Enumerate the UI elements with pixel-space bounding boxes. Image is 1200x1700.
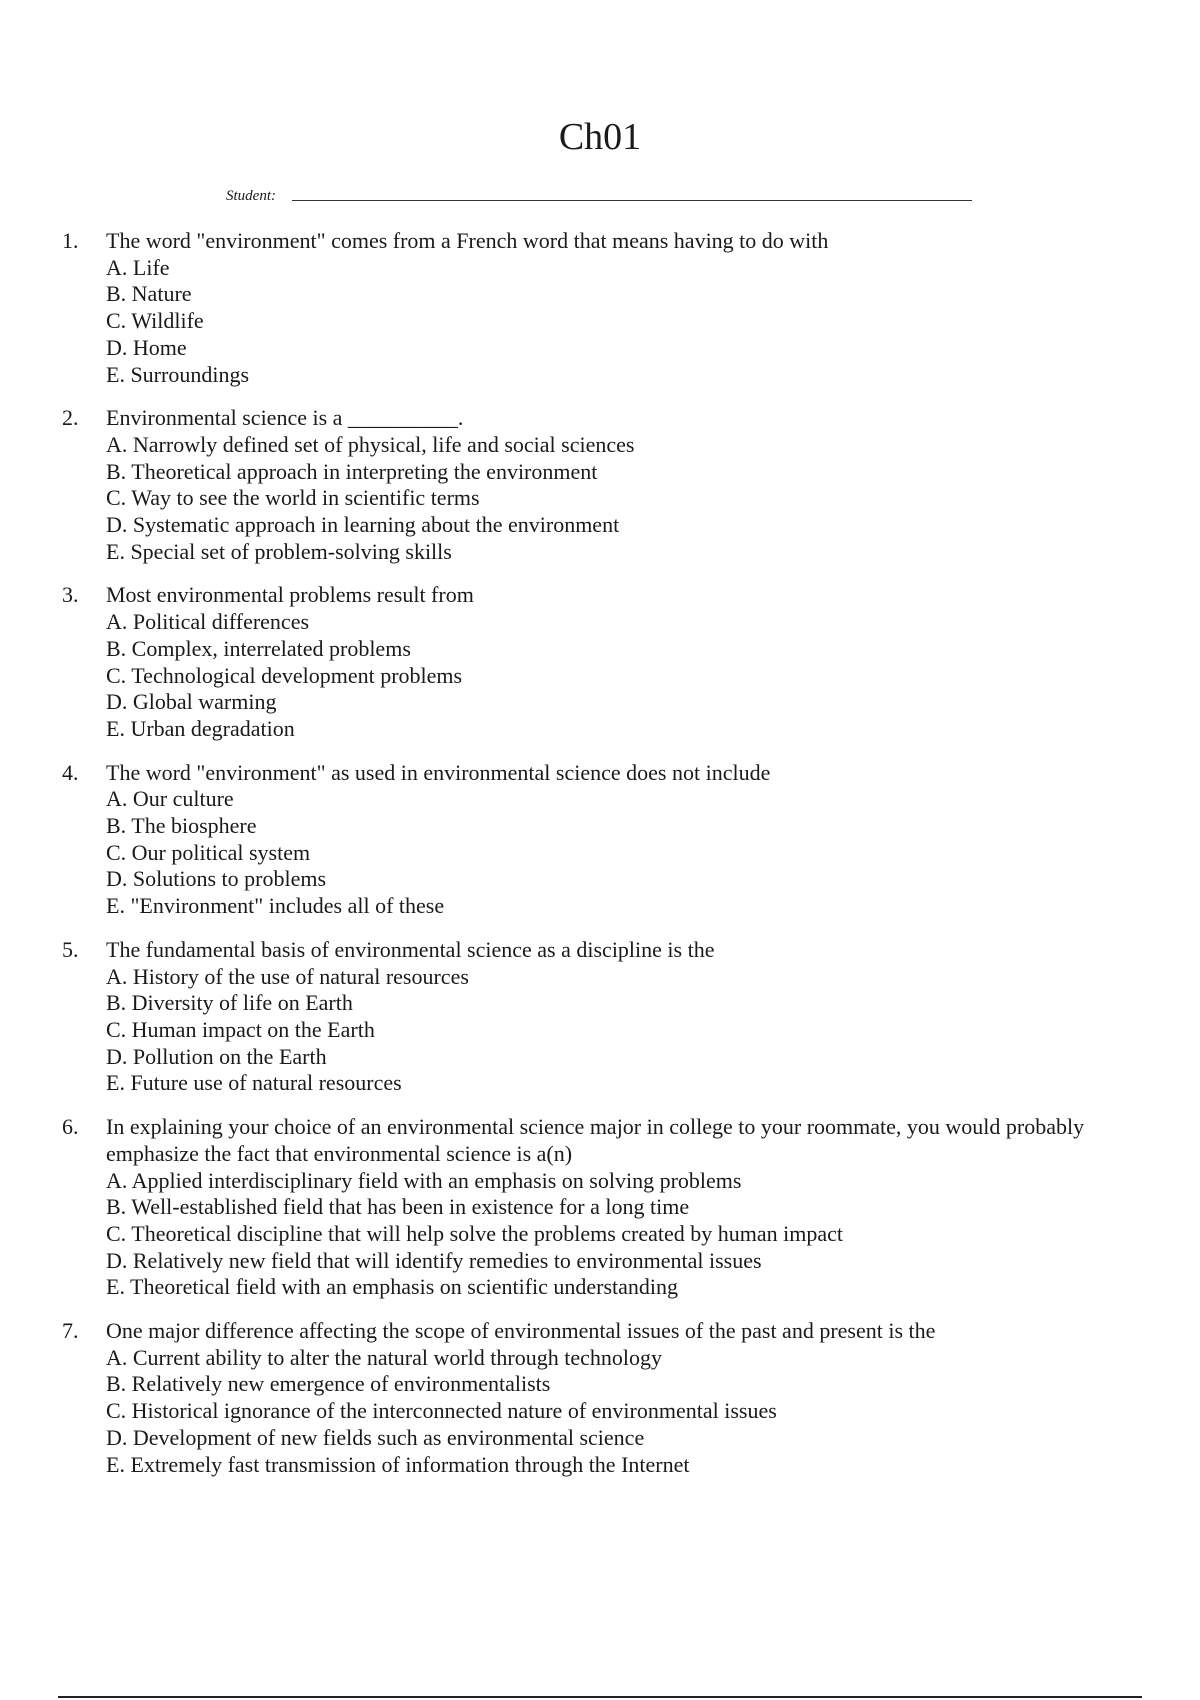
answer-choice-e: E. Surroundings	[106, 361, 249, 387]
question-7	[58, 1318, 1118, 1478]
question-number: 2.	[62, 405, 79, 431]
student-field	[226, 184, 972, 208]
answer-choice-b: B. Relatively new emergence of environmentalists	[106, 1371, 551, 1397]
footer-divider	[58, 1696, 1142, 1698]
question-number: 4.	[62, 759, 79, 785]
question-number: 5.	[62, 936, 79, 962]
answer-choice-b: B. Well-established field that has been in existence for a long time	[106, 1194, 690, 1220]
question-number: 7.	[62, 1318, 79, 1344]
answer-choice-a: A. Narrowly defined set of physical, life and social sciences	[106, 431, 635, 457]
answer-choice-d: D. Pollution on the Earth	[106, 1043, 327, 1069]
answer-choice-e: E. Extremely fast transmission of information through the Internet	[106, 1451, 690, 1477]
page-title: Ch01	[558, 116, 642, 158]
question-6	[58, 1114, 1118, 1301]
student-name-line	[292, 200, 972, 201]
answer-choice-b: B. Nature	[106, 281, 192, 307]
answer-choice-b: B. Theoretical approach in interpreting the environment	[106, 458, 598, 484]
answer-choice-e: E. Future use of natural resources	[106, 1070, 402, 1096]
answer-choice-c: C. Human impact on the Earth	[106, 1016, 375, 1042]
question-text: In explaining your choice of an environmental science major in college to your roommate, you would probably emphasize the fact that environmental science is a(n)	[106, 1114, 1085, 1166]
answer-choice-e: E. "Environment" includes all of these	[106, 893, 445, 919]
answer-choice-a: A. Political differences	[106, 609, 310, 635]
answer-choice-a: A. Current ability to alter the natural world through technology	[106, 1344, 662, 1370]
answer-choice-d: D. Relatively new field that will identify remedies to environmental issues	[106, 1247, 762, 1273]
answer-choice-b: B. The biosphere	[106, 813, 257, 839]
question-text: Environmental science is a __________.	[106, 405, 464, 431]
question-list	[58, 228, 1118, 1495]
answer-choice-c: C. Technological development problems	[106, 662, 463, 688]
answer-choice-c: C. Theoretical discipline that will help solve the problems created by human impact	[106, 1220, 843, 1246]
answer-choice-b: B. Diversity of life on Earth	[106, 990, 353, 1016]
answer-choice-d: D. Solutions to problems	[106, 866, 327, 892]
question-4	[58, 760, 1118, 920]
answer-choice-a: A. Life	[106, 254, 170, 280]
answer-choice-e: E. Urban degradation	[106, 715, 295, 741]
question-number: 1.	[62, 228, 79, 253]
question-3	[58, 582, 1118, 742]
question-text: The word "environment" comes from a French word that means having to do with	[106, 228, 829, 253]
answer-choice-b: B. Complex, interrelated problems	[106, 635, 411, 661]
answer-choice-a: A. Applied interdisciplinary field with an emphasis on solving problems	[106, 1167, 742, 1193]
answer-choice-c: C. Historical ignorance of the interconnected nature of environmental issues	[106, 1398, 777, 1424]
question-number: 6.	[62, 1114, 79, 1140]
answer-choice-c: C. Wildlife	[106, 308, 204, 334]
answer-choice-d: D. Systematic approach in learning about the environment	[106, 512, 620, 538]
answer-choice-e: E. Theoretical field with an emphasis on scientific understanding	[106, 1274, 679, 1300]
answer-choice-a: A. History of the use of natural resources	[106, 963, 469, 989]
answer-choice-e: E. Special set of problem-solving skills	[106, 538, 452, 564]
question-text: One major difference affecting the scope of environmental issues of the past and present is the	[106, 1318, 936, 1344]
question-text: The word "environment" as used in environmental science does not include	[106, 759, 771, 785]
question-number: 3.	[62, 582, 79, 608]
question-5	[58, 937, 1118, 1097]
answer-choice-c: C. Our political system	[106, 839, 311, 865]
answer-choice-d: D. Home	[106, 334, 187, 360]
question-text: Most environmental problems result from	[106, 582, 474, 608]
answer-choice-d: D. Development of new fields such as environmental science	[106, 1424, 645, 1450]
student-label: Student:	[226, 188, 276, 204]
question-1	[58, 228, 1118, 388]
question-2	[58, 405, 1118, 565]
answer-choice-a: A. Our culture	[106, 786, 234, 812]
answer-choice-d: D. Global warming	[106, 689, 277, 715]
answer-choice-c: C. Way to see the world in scientific terms	[106, 485, 480, 511]
question-text: The fundamental basis of environmental science as a discipline is the	[106, 936, 715, 962]
